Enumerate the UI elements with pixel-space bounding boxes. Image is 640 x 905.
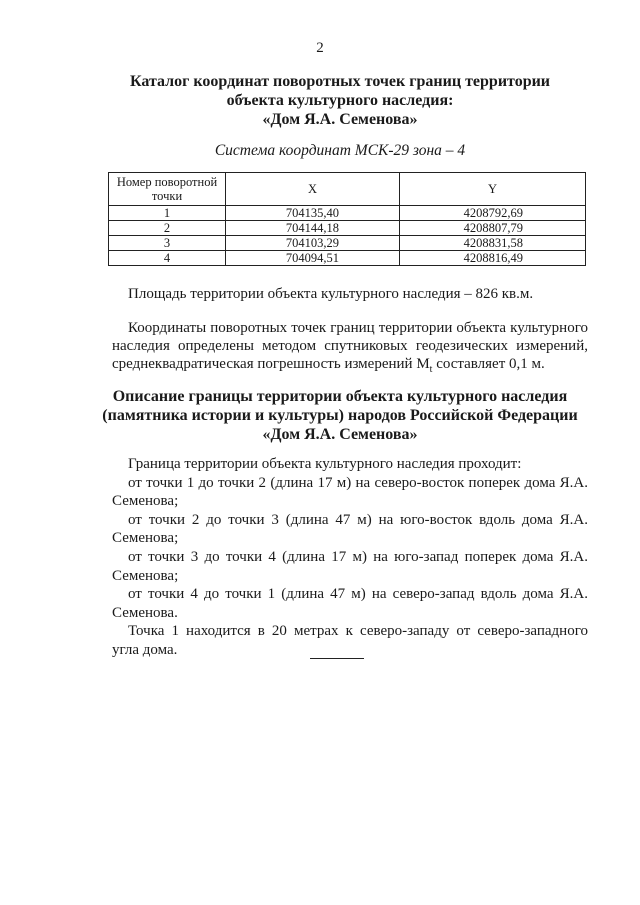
table-row bbox=[109, 221, 586, 236]
table-row bbox=[109, 206, 586, 221]
boundary-description bbox=[112, 455, 588, 660]
closing-divider bbox=[310, 658, 364, 659]
catalog-title-line: объекта культурного наследия: bbox=[226, 92, 454, 109]
table-row bbox=[109, 236, 586, 251]
coordinates-table bbox=[108, 172, 586, 266]
table-row bbox=[109, 251, 586, 266]
catalog-title-line: Каталог координат поворотных точек границ территории bbox=[129, 73, 551, 90]
catalog-title bbox=[60, 72, 620, 129]
boundary-paragraph: от точки 1 до точки 2 (длина 17 м) на северо-восток поперек дома Я.А. Семенова; bbox=[112, 474, 588, 510]
point-number-cell: 4 bbox=[109, 251, 226, 266]
boundary-paragraph: от точки 4 до точки 1 (длина 47 м) на северо-запад вдоль дома Я.А. Семенова. bbox=[112, 586, 588, 621]
catalog-title-line: «Дом Я.А. Семенова» bbox=[262, 111, 418, 128]
y-cell: 4208792,69 bbox=[400, 206, 586, 221]
x-cell: 704135,40 bbox=[226, 206, 400, 221]
x-cell: 704103,29 bbox=[226, 236, 400, 251]
x-cell: 704144,18 bbox=[226, 221, 400, 236]
boundary-title bbox=[60, 387, 620, 444]
point-number-cell: 1 bbox=[109, 206, 226, 221]
y-cell: 4208807,79 bbox=[400, 221, 586, 236]
y-cell: 4208816,49 bbox=[400, 251, 586, 266]
page-number: 2 bbox=[316, 40, 324, 56]
coordinate-system: Система координат МСК-29 зона – 4 bbox=[214, 142, 466, 159]
boundary-paragraph: от точки 3 до точки 4 (длина 17 м) на юго-запад поперек дома Я.А. Семенова; bbox=[112, 548, 588, 584]
x-cell: 704094,51 bbox=[226, 251, 400, 266]
header-y: Y bbox=[400, 173, 586, 206]
point-number-cell: 3 bbox=[109, 236, 226, 251]
table-header-row bbox=[109, 173, 586, 206]
boundary-paragraph: Точка 1 находится в 20 метрах к северо-западу от северо-западного угла дома. bbox=[112, 623, 588, 658]
header-x: X bbox=[226, 173, 400, 206]
header-point-number: Номер поворотной точки bbox=[109, 173, 226, 206]
boundary-title-line: «Дом Я.А. Семенова» bbox=[262, 426, 418, 443]
coordinates-accuracy-note bbox=[112, 319, 588, 379]
coords-note-subscript: t bbox=[429, 364, 433, 375]
area-text: Площадь территории объекта культурного наследия – 826 кв.м. bbox=[128, 286, 534, 302]
boundary-title-line: Описание границы территории объекта культурного наследия bbox=[112, 388, 568, 405]
area-statement bbox=[112, 285, 588, 303]
y-cell: 4208831,58 bbox=[400, 236, 586, 251]
coords-note-tail: составляет 0,1 м. bbox=[432, 356, 545, 372]
boundary-paragraph: Граница территории объекта культурного наследия проходит: bbox=[128, 456, 522, 472]
coords-note-text: Координаты поворотных точек границ территории объекта культурного наследия определены методом спутниковых геодезических измерений, среднеквадратическая погрешность измерений M bbox=[112, 320, 588, 372]
boundary-title-line: (памятника истории и культуры) народов Российской Федерации bbox=[102, 407, 578, 424]
point-number-cell: 2 bbox=[109, 221, 226, 236]
boundary-paragraph: от точки 2 до точки 3 (длина 47 м) на юго-восток вдоль дома Я.А. Семенова; bbox=[112, 511, 588, 547]
